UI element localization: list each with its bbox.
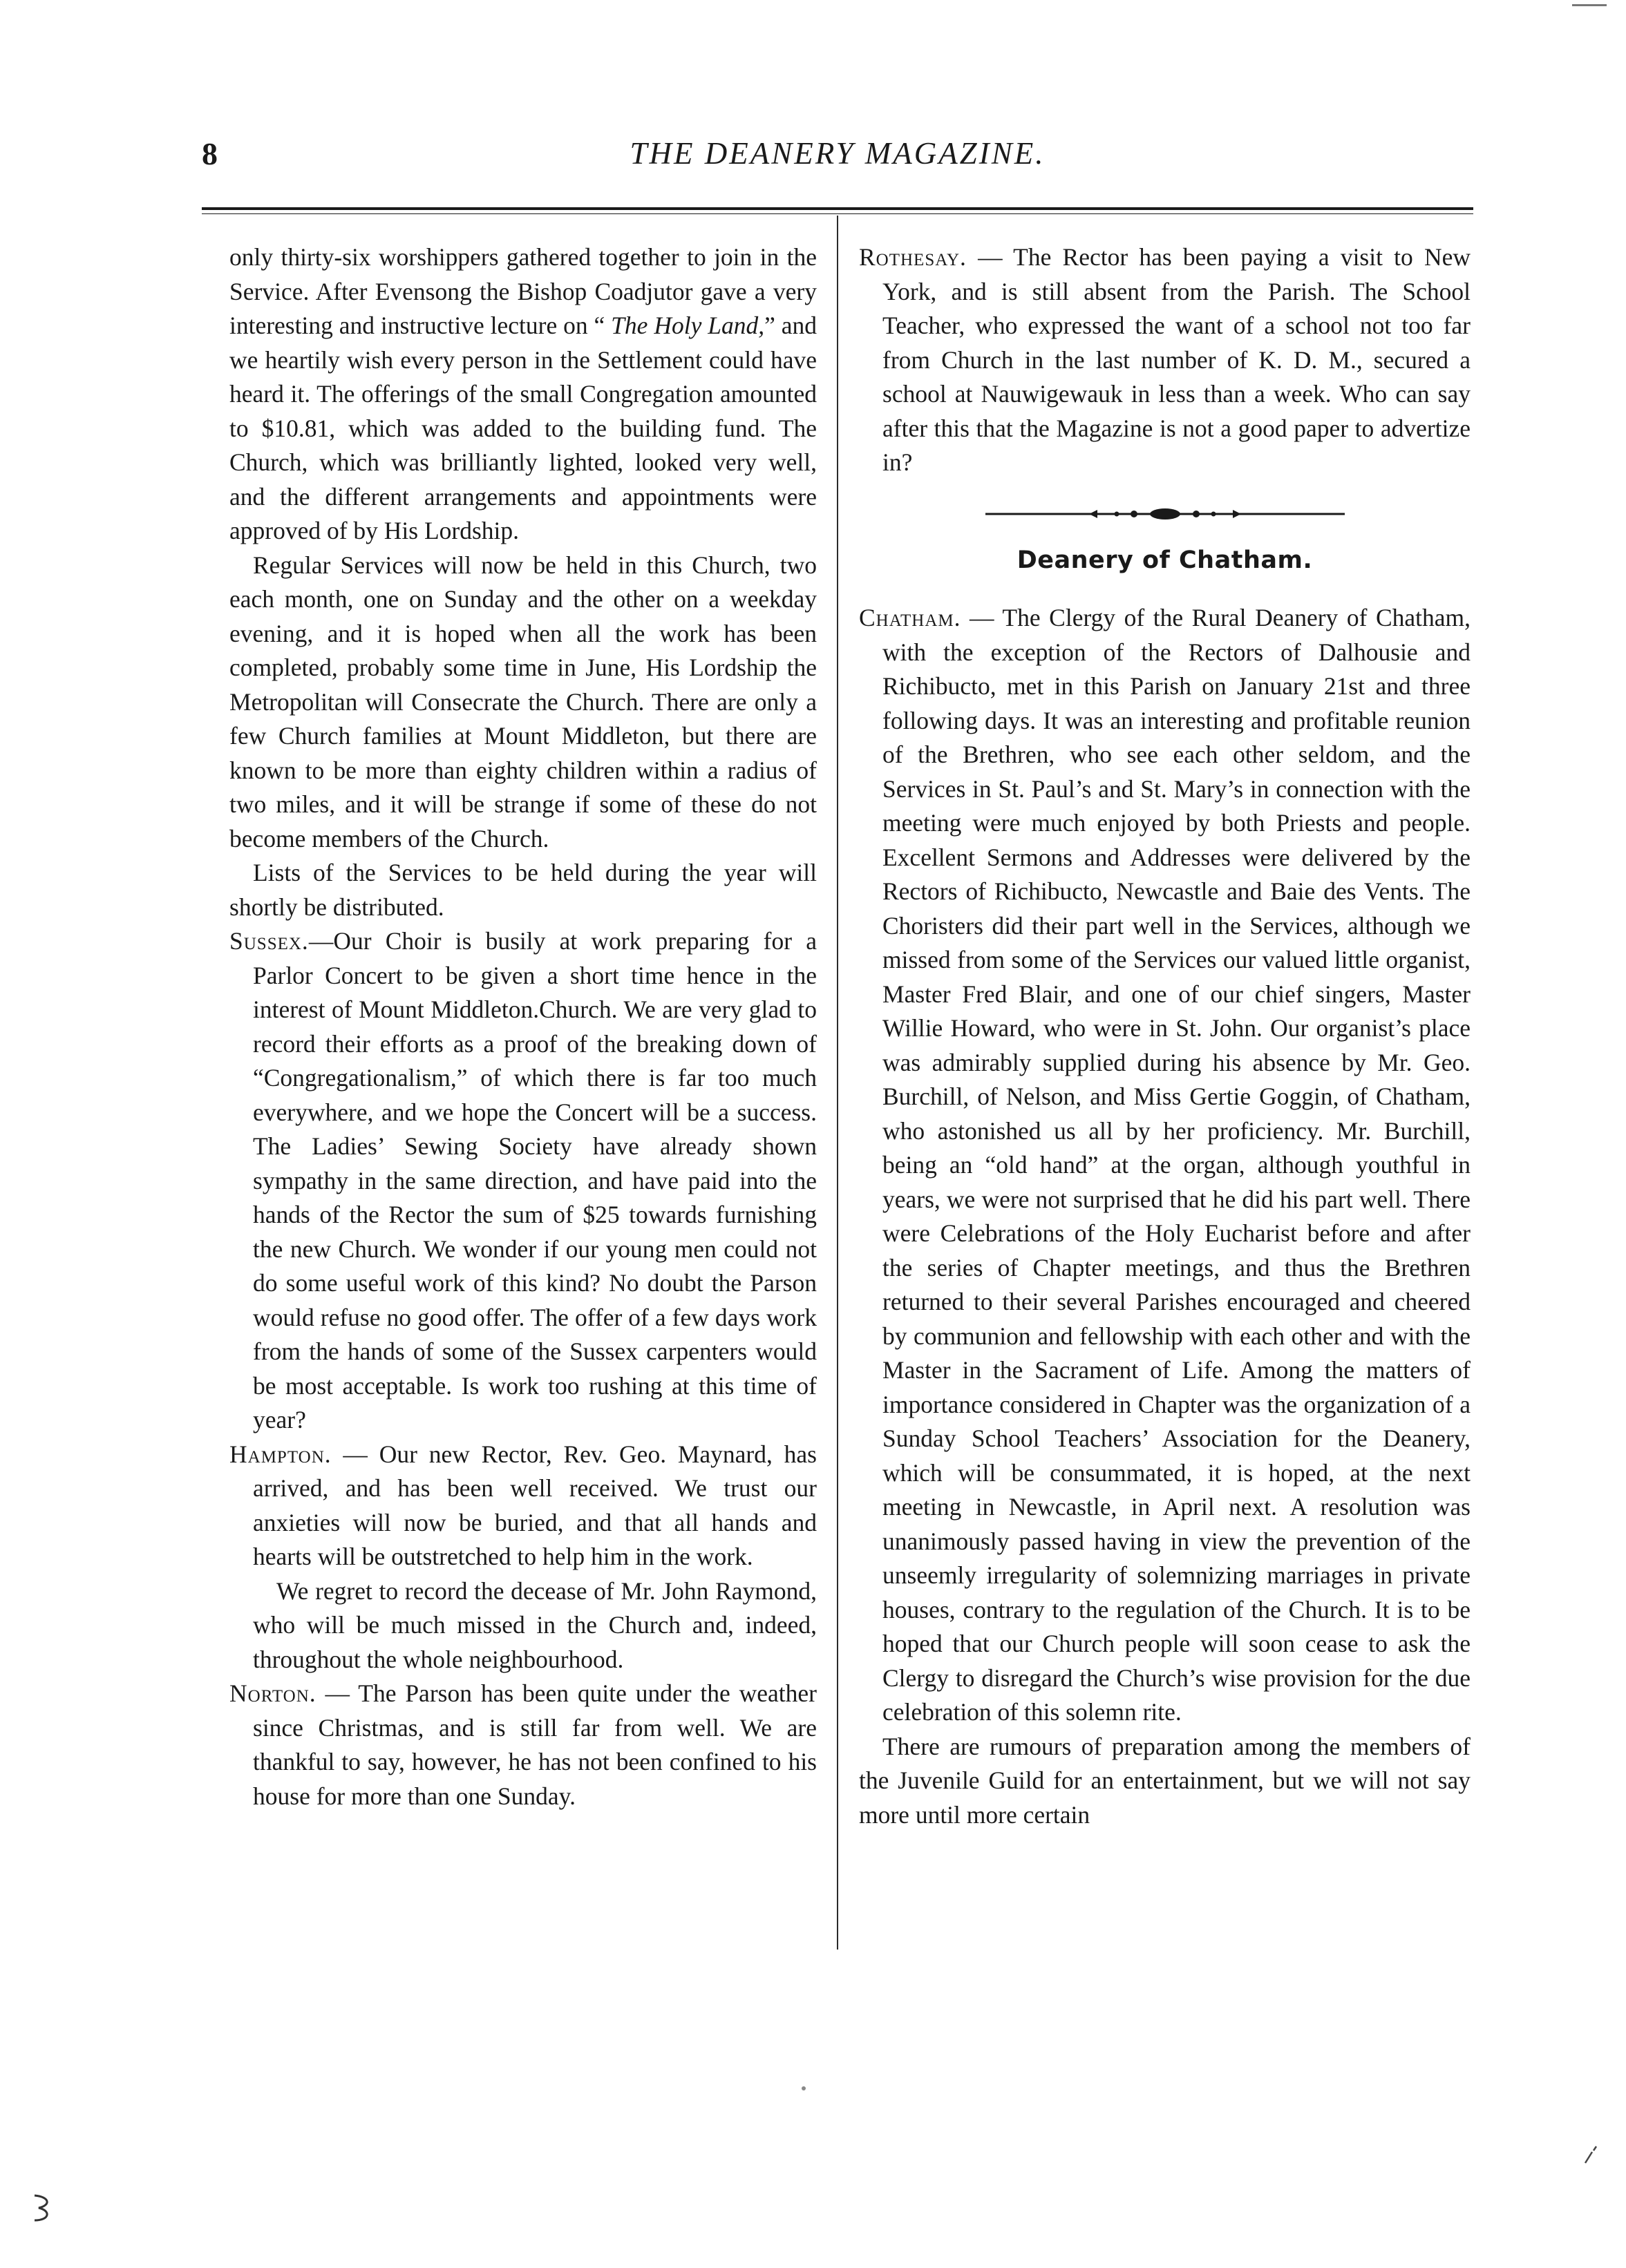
magazine-title: THE DEANERY MAGAZINE. [630,136,1046,171]
chatham-text: — The Clergy of the Rural Deanery of Chatham, with the exception of the Rectors of Dalhousie and Richibucto, met in this Parish on January 21st and three following days. It was an interesting and profitable reunion of the Brethren, who see each other seldom, and the Services in St. Paul’s and St. Mary’s in connection with the meeting were much enjoyed by both Priests and people. Excellent Sermons and Addresses were delivered by the Rectors of Richibucto, Newcastle and Baie des Vents. The Choristers did their part well in the Services, although we missed from some of the Services our valued little organist, Master Fred Blair, and one of our chief singers, Master Willie Howard, who were in St. John. Our organist’s place was admirably supplied during his absence by Mr. Geo. Burchill, of Nelson, and Miss Gertie Goggin, of Chatham, who astonished us all by her proficiency. Mr. Burchill, being an “old hand” at the organ, although youthful in years, we were not surprised that he did his part well. There were Celebrations of the Holy Eucharist before and after the series of Chapter meetings, and thus the Brethren returned to their several Parishes encouraged and cheered by communion and fellowship with each other and with the Master in the Sacrament of Life. Among the matters of importance considered in Chapter was the organization of a Sunday School Teachers’ Association for the Deanery, which will be consummated, it is hoped, at the next meeting in Newcastle, in April next. A resolution was unanimously passed having in view the prevention of the unseemly irregularity of solemnizing marriages in private houses, contrary to the regulation of the Church. It is to be hoped that our Church people will soon cease to ask the Clergy to disregard the Church’s wise provision for the due celebration of this solemn rite. [882,604,1471,1726]
hampton-text: — Our new Rector, Rev. Geo. Maynard, has arrived, and has been well received. We trust our anxieties will now be buried, and that all hands and hearts will be outstretched to help him in the work. [253,1440,817,1570]
continued-text-start: only thirty-six worshippers gathered together to join in the Service. After Evensong the Bishop Coadjutor gave a very interesting and instructive lecture on “ [229,243,817,339]
margin-bracket-mark [29,2190,57,2224]
continued-paragraph [229,240,817,549]
page-header [202,131,1473,187]
place-name-norton: Norton. [229,1679,316,1707]
stray-dot-mark [802,2086,806,2090]
rothesay-text: — The Rector has been paying a visit to New York, and is still absent from the Parish. The School Teacher, who expressed the want of a school not too far from Church in the last number of K. D. M., secured a school at Nauwigewauk in less than a week. Who can say after this that the Magazine is not a good paper to advertize in? [882,243,1471,476]
column-divider [837,216,838,1950]
continued-text-end: ” and we heartily wish every person in the Settlement could have heard it. The offerings of the small Congregation amounted to $10.81, which was added to the building fund. The Church, which was brilliantly lighted, looked very well, and the different arrangements and appointments were approved of by His Lordship. [229,312,817,544]
page-number: 8 [202,136,218,171]
norton-text: — The Parson has been quite under the weather since Christmas, and is still far from well. We are thankful to say, however, he has not been confined to his house for more than one Sunday. [253,1679,817,1810]
norton-entry [229,1677,817,1813]
chatham-entry [859,601,1471,1730]
place-name-sussex: Sussex. [229,927,309,955]
hampton-entry [229,1438,817,1574]
corner-scan-mark [1572,4,1607,6]
regular-services-paragraph: Regular Services will now be held in this Church, two each month, one on Sunday and the other on a weekday evening, and it is hoped when all the work has been completed, probably some time in June, His Lordship the Metropolitan will Consecrate the Church. There are only a few Church families at Mount Middleton, but there are known to be more than eighty children within a radius of two miles, and it will be strange if some of these do not become members of the Church. [229,551,817,852]
lecture-title: The Holy Land, [611,312,765,339]
place-name-chatham: Chatham. [859,604,961,631]
sussex-entry [229,924,817,1438]
margin-tick-mark [1582,2145,1599,2166]
right-column [859,240,1471,1832]
header-rule [202,207,1473,210]
sussex-text: —Our Choir is busily at work preparing for a Parlor Concert to be given a short time hence in the interest of Mount Middleton.Church. We are very glad to record their efforts as a proof of the breaking down of “Congregationalism,” of which there is far too much everywhere, and we hope the Concert will be a success. The Ladies’ Sewing Society have already shown sympathy in the same direction, and have paid into the hands of the Rector the sum of $25 towards furnishing the new Church. We wonder if our young men could not do some useful work of this kind? No doubt the Parson would refuse no good offer. The offer of a few days work from the hands of some of the Sussex carpenters would be most acceptable. Is work too rushing at this time of year? [253,927,817,1433]
place-name-hampton: Hampton. [229,1440,332,1468]
rothesay-entry [859,240,1471,480]
section-heading-chatham: Deanery of Chatham. [1017,546,1313,574]
hampton-second-paragraph: We regret to record the decease of Mr. John Raymond, who will be much missed in the Church and, indeed, throughout the whole neighbourhood. [253,1576,817,1673]
lists-of-services-paragraph: Lists of the Services to be held during the year will shortly be distributed. [229,859,817,921]
section-ornament [985,504,1345,524]
rumours-paragraph: There are rumours of preparation among the members of the Juvenile Guild for an entertainment, but we will not say more until more certain [859,1732,1471,1829]
header-rule-thin [202,213,1473,214]
place-name-rothesay: Rothesay. [859,243,967,271]
left-column [229,240,817,1813]
